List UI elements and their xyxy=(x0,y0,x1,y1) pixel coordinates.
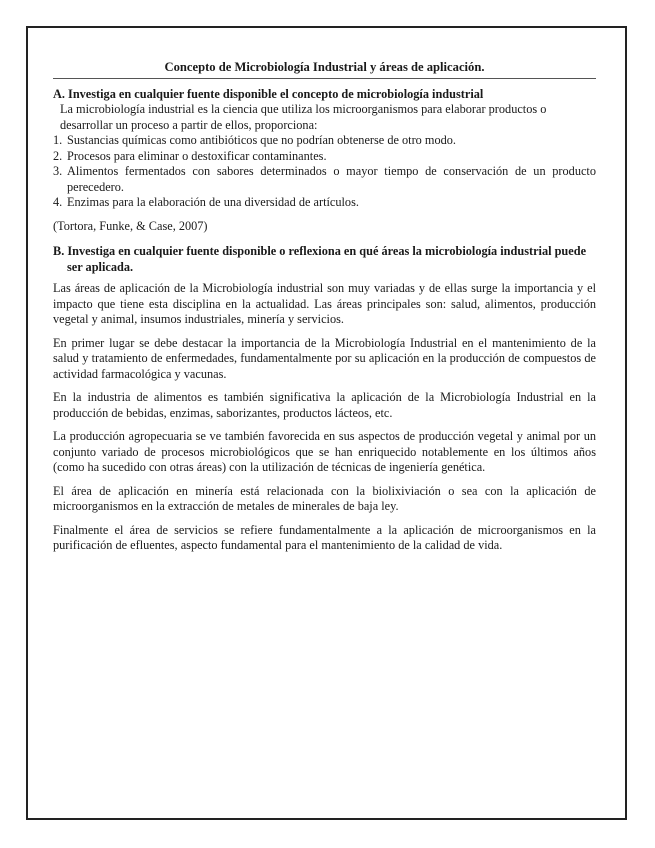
paragraph: En la industria de alimentos es también significativa la aplicación de la Microbiología Industrial en la producción de bebidas, enzimas, saborizantes, productos lácteos, etc. xyxy=(53,390,596,420)
section-a-heading: A. Investiga en cualquier fuente disponible el concepto de microbiología industrial xyxy=(53,86,484,101)
list-item xyxy=(53,164,596,195)
list-item xyxy=(53,133,596,149)
list-item-text: Enzimas para la elaboración de una diversidad de artículos. xyxy=(67,195,359,209)
list-item-text: Sustancias químicas como antibióticos que no podrían obtenerse de otro modo. xyxy=(67,133,456,147)
list-item-text: Procesos para eliminar o destoxificar contaminantes. xyxy=(67,148,327,163)
paragraph: La producción agropecuaria se ve también favorecida en sus aspectos de producción vegetal y animal por un conjunto variado de procesos microbiológicos que se han enriquecido notablemente en los últimos años (como ha sucedido con otras áreas) con la utilización de técnicas de ingeniería genética. xyxy=(53,429,596,474)
citation: (Tortora, Funke, & Case, 2007) xyxy=(53,218,208,233)
section-a-list xyxy=(53,133,596,211)
paragraph: Finalmente el área de servicios se refiere fundamentalmente a la aplicación de microorganismos en la purificación de efluentes, aspecto fundamental para el mantenimiento de la calidad de vida. xyxy=(53,522,596,552)
list-item-text: Alimentos fermentados con sabores determinados o mayor tiempo de conservación de un producto perecedero. xyxy=(67,164,596,194)
list-item-number: 2. xyxy=(53,148,63,163)
paragraph: El área de aplicación en minería está relacionada con la biolixiviación o sea con la aplicación de microorganismos en la extracción de metales de minerales de baja ley. xyxy=(53,483,596,513)
list-item xyxy=(53,195,596,211)
document-title: Concepto de Microbiología Industrial y áreas de aplicación. xyxy=(53,60,596,79)
paragraph: Las áreas de aplicación de la Microbiología industrial son muy variadas y de ellas surge la importancia y el impacto que tiene esta disciplina en la actualidad. Las áreas principales son: salud, alimentos, producción vegetal y animal, insumos industriales, minería y servicios. xyxy=(53,281,596,326)
paragraph: En primer lugar se debe destacar la importancia de la Microbiología Industrial en el mantenimiento de la salud y tratamiento de enfermedades, fundamentalmente por su aplicación en la producción de compuestos de actividad farmacológica y vacunas. xyxy=(53,335,596,381)
list-item-number: 1. xyxy=(53,133,63,147)
list-item-number: 4. xyxy=(53,195,63,209)
list-item xyxy=(53,149,596,165)
section-a-intro: La microbiología industrial es la ciencia que utiliza los microorganismos para elaborar productos o desarrollar un proceso a partir de ellos, proporciona: xyxy=(60,102,547,132)
section-b-heading: B. Investiga en cualquier fuente disponible o reflexiona en qué áreas la microbiología industrial puede ser aplicada. xyxy=(53,244,587,274)
list-item-number: 3. xyxy=(53,164,63,178)
document-body xyxy=(53,60,596,554)
